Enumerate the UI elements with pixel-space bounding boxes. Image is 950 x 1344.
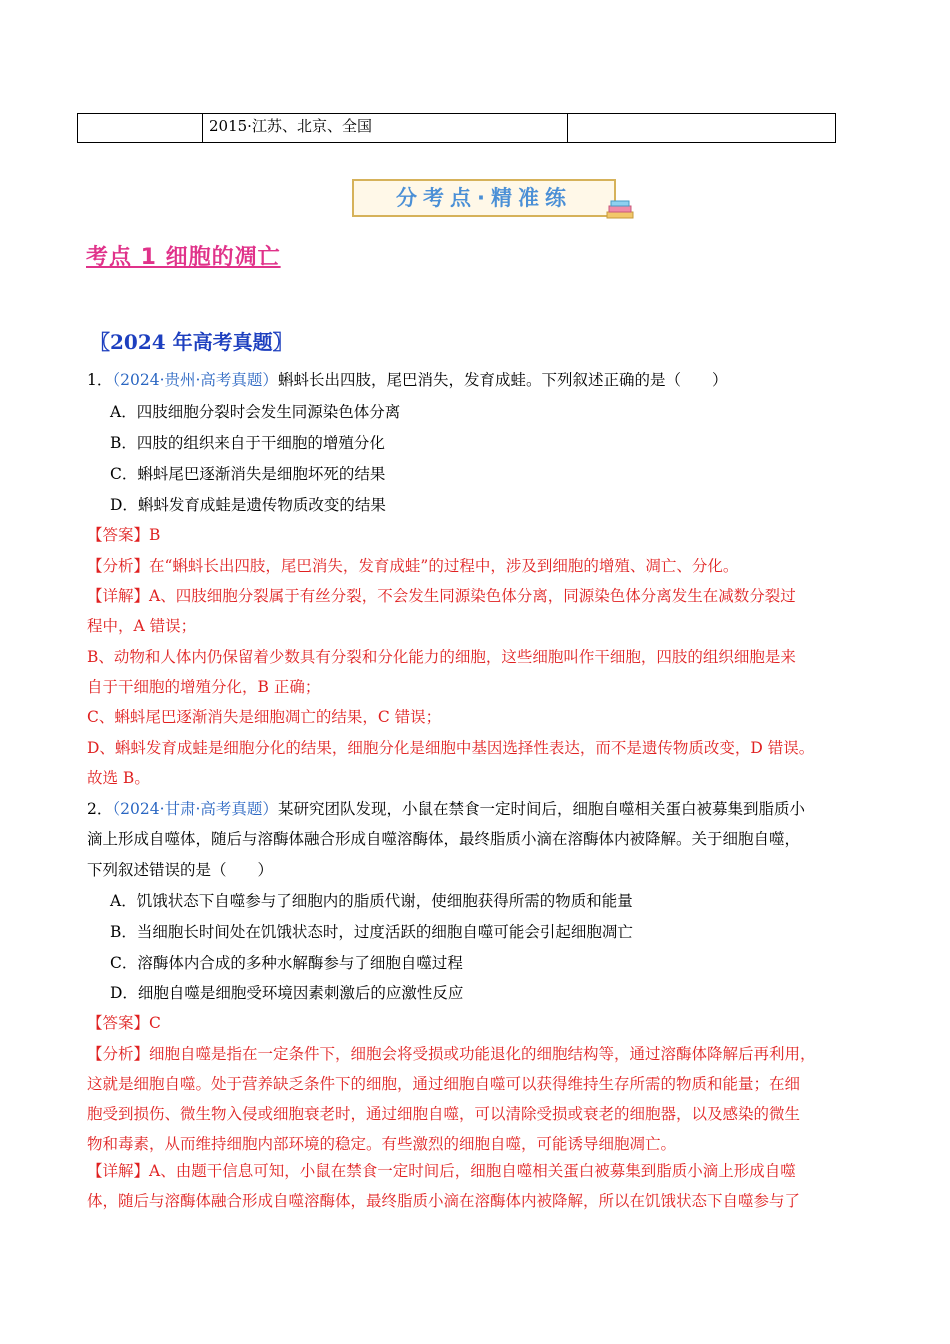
table-cell: 2015·江苏、北京、全国 xyxy=(203,114,568,143)
table-cell xyxy=(78,114,203,143)
q2-analysis-line: 胞受到损伤、微生物入侵或细胞衰老时，通过细胞自噬，可以清除受损或衰老的细胞器，以及感染的微生 xyxy=(87,1105,801,1123)
q1-stem xyxy=(87,369,727,391)
kaodian-title: 考点 1 细胞的凋亡 xyxy=(86,245,281,270)
q2-number: 2． xyxy=(87,800,113,818)
q2-option: C．溶酶体内合成的多种水解酶参与了细胞自噬过程 xyxy=(110,954,463,972)
q1-detail-line: B、动物和人体内仍保留着少数具有分裂和分化能力的细胞，这些细胞叫作干细胞，四肢的组织细胞是来 xyxy=(87,648,796,666)
q1-detail-line: 程中，A 错误； xyxy=(87,617,197,635)
q1-detail-line: 【详解】A、四肢细胞分裂属于有丝分裂，不会发生同源染色体分离，同源染色体分离发生在减数分裂过 xyxy=(87,587,796,605)
q1-detail-line: D、蝌蚪发育成蛙是细胞分化的结果，细胞分化是细胞中基因选择性表达，而不是遗传物质改变，D 错误。 xyxy=(87,739,815,757)
q2-option: D．细胞自噬是细胞受环境因素刺激后的应激性反应 xyxy=(110,984,464,1002)
q2-option: A．饥饿状态下自噬参与了细胞内的脂质代谢，使细胞获得所需的物质和能量 xyxy=(110,892,633,910)
q2-source: （2024·甘肃·高考真题） xyxy=(112,800,278,818)
q1-analysis: 【分析】在“蝌蚪长出四肢，尾巴消失，发育成蛙”的过程中，涉及到细胞的增殖、凋亡、分化。 xyxy=(87,557,739,575)
q1-option: A．四肢细胞分裂时会发生同源染色体分离 xyxy=(110,403,401,421)
books-icon xyxy=(605,198,635,222)
q2-option: B．当细胞长时间处在饥饿状态时，过度活跃的细胞自噬可能会引起细胞凋亡 xyxy=(110,923,633,941)
table-cell xyxy=(568,114,836,143)
section-title: 〖2024 年高考真题〗 xyxy=(90,330,293,354)
q2-stem xyxy=(87,798,805,820)
q2-detail-line: 【详解】A、由题干信息可知，小鼠在禁食一定时间后，细胞自噬相关蛋白被募集到脂质小滴上形成自噬 xyxy=(87,1162,796,1180)
q1-detail-line: 自于干细胞的增殖分化，B 正确； xyxy=(87,678,321,696)
q2-analysis-line: 这就是细胞自噬。处于营养缺乏条件下的细胞，通过细胞自噬可以获得维持生存所需的物质和能量；在细 xyxy=(87,1075,801,1093)
q2-stem-line: 滴上形成自噬体，随后与溶酶体融合形成自噬溶酶体，最终脂质小滴在溶酶体内被降解。关于细胞自噬， xyxy=(87,830,801,848)
q2-detail-line: 体，随后与溶酶体融合形成自噬溶酶体，最终脂质小滴在溶酶体内被降解，所以在饥饿状态下自噬参与了 xyxy=(87,1192,801,1210)
q1-detail-line: 故选 B。 xyxy=(87,769,150,787)
q1-option: C．蝌蚪尾巴逐渐消失是细胞坏死的结果 xyxy=(110,465,386,483)
section-banner xyxy=(352,179,616,217)
q1-number: 1． xyxy=(87,371,113,389)
q1-source: （2024·贵州·高考真题） xyxy=(112,371,278,389)
q1-option: B．四肢的组织来自于干细胞的增殖分化 xyxy=(110,434,385,452)
q2-stem-line: 下列叙述错误的是（ ） xyxy=(87,861,274,879)
q1-answer: 【答案】B xyxy=(87,526,161,544)
q2-analysis-line: 【分析】细胞自噬是指在一定条件下，细胞会将受损或功能退化的细胞结构等，通过溶酶体降解后再利用， xyxy=(87,1045,816,1063)
banner-title: 分考点·精准练 xyxy=(396,186,572,210)
q2-text: 某研究团队发现，小鼠在禁食一定时间后，细胞自噬相关蛋白被募集到脂质小 xyxy=(277,800,805,818)
q1-text: 蝌蚪长出四肢，尾巴消失，发育成蛙。下列叙述正确的是（ ） xyxy=(277,371,728,389)
q1-detail-line: C、蝌蚪尾巴逐渐消失是细胞凋亡的结果，C 错误； xyxy=(87,708,442,726)
q2-answer: 【答案】C xyxy=(87,1014,161,1032)
header-table xyxy=(77,113,836,143)
q2-analysis-line: 物和毒素，从而维持细胞内部环境的稳定。有些激烈的细胞自噬，可能诱导细胞凋亡。 xyxy=(87,1135,677,1153)
q1-option: D．蝌蚪发育成蛙是遗传物质改变的结果 xyxy=(110,496,386,514)
